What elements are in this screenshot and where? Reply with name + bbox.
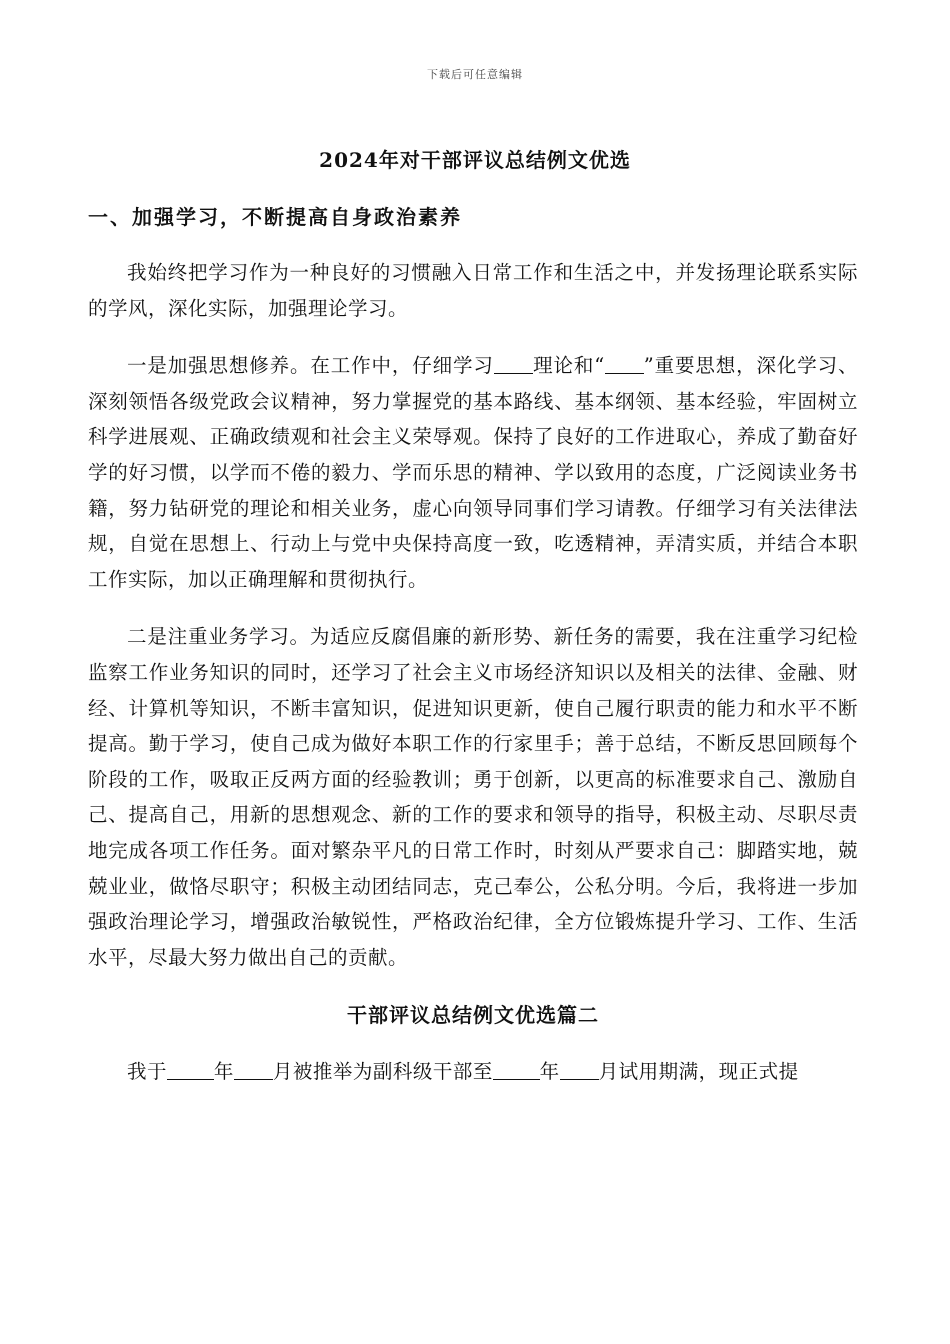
header-note: 下载后可任意编辑 <box>427 68 523 81</box>
blank-line <box>560 1060 599 1081</box>
paragraph-part2-intro <box>88 1054 858 1090</box>
document-body <box>88 255 858 1112</box>
paragraph-intro: 我始终把学习作为一种良好的习惯融入日常工作和生活之中，并发扬理论联系实际的学风，深化实际，加强理论学习。 <box>88 261 858 320</box>
paragraph-text: 年 <box>213 1060 234 1084</box>
section-heading-1: 一、加强学习，不断提高自身政治素养 <box>88 205 462 229</box>
blank-line <box>605 354 644 375</box>
paragraph-text: ”重要思想，深化学习、深刻领悟各级党政会议精神，努力掌握党的基本路线、基本纲领、基本经验，牢固树立科学进展观、正确政绩观和社会主义荣辱观。保持了良好的工作进取心，养成了勤奋好学的好习惯，以学而不倦的毅力、学而乐思的精神、学以致用的态度，广泛阅读业务书籍，努力钻研党的理论和相关业务，虚心向领导同事们学习请教。仔细学习有关法律法规，自觉在思想上、行动上与党中央保持高度一致，吃透精神，弄清实质，并结合本职工作实际，加以正确理解和贯彻执行。 <box>88 354 858 591</box>
blank-line <box>493 1060 540 1081</box>
paragraph-business: 二是注重业务学习。为适应反腐倡廉的新形势、新任务的需要，我在注重学习纪检监察工作业务知识的同时，还学习了社会主义市场经济知识以及相关的法律、金融、财经、计算机等知识，不断丰富知识，促进知识更新，使自己履行职责的能力和水平不断提高。勤于学习，使自己成为做好本职工作的行家里手；善于总结，不断反思回顾每个阶段的工作，吸取正反两方面的经验教训；勇于创新，以更高的标准要求自己、激励自己、提高自己，用新的思想观念、新的工作的要求和领导的指导，积极主动、尽职尽责地完成各项工作任务。面对繁杂平凡的日常工作时，时刻从严要求自己：脚踏实地，兢兢业业，做恪尽职守；积极主动团结同志，克己奉公，公私分明。今后，我将进一步加强政治理论学习，增强政治敏锐性，严格政治纪律，全方位锻炼提升学习、工作、生活水平，尽最大努力做出自己的贡献。 <box>88 625 858 969</box>
paragraph-text: 我于 <box>127 1060 168 1084</box>
paragraph-text: 理论和“ <box>532 354 605 378</box>
paragraph-text: 月试用期满，现正式提 <box>598 1060 799 1084</box>
section-heading-2: 干部评议总结例文优选篇二 <box>347 1003 599 1028</box>
paragraph-text: 月被推举为副科级干部至 <box>272 1060 493 1084</box>
blank-line <box>494 354 533 375</box>
blank-line <box>234 1060 273 1081</box>
paragraph-text: 年 <box>539 1060 560 1084</box>
paragraph-thought <box>88 348 858 597</box>
paragraph-text: 一是加强思想修养。在工作中，仔细学习 <box>127 354 494 378</box>
document-title: 2024年对干部评议总结例文优选 <box>319 148 631 172</box>
blank-line <box>167 1060 214 1081</box>
